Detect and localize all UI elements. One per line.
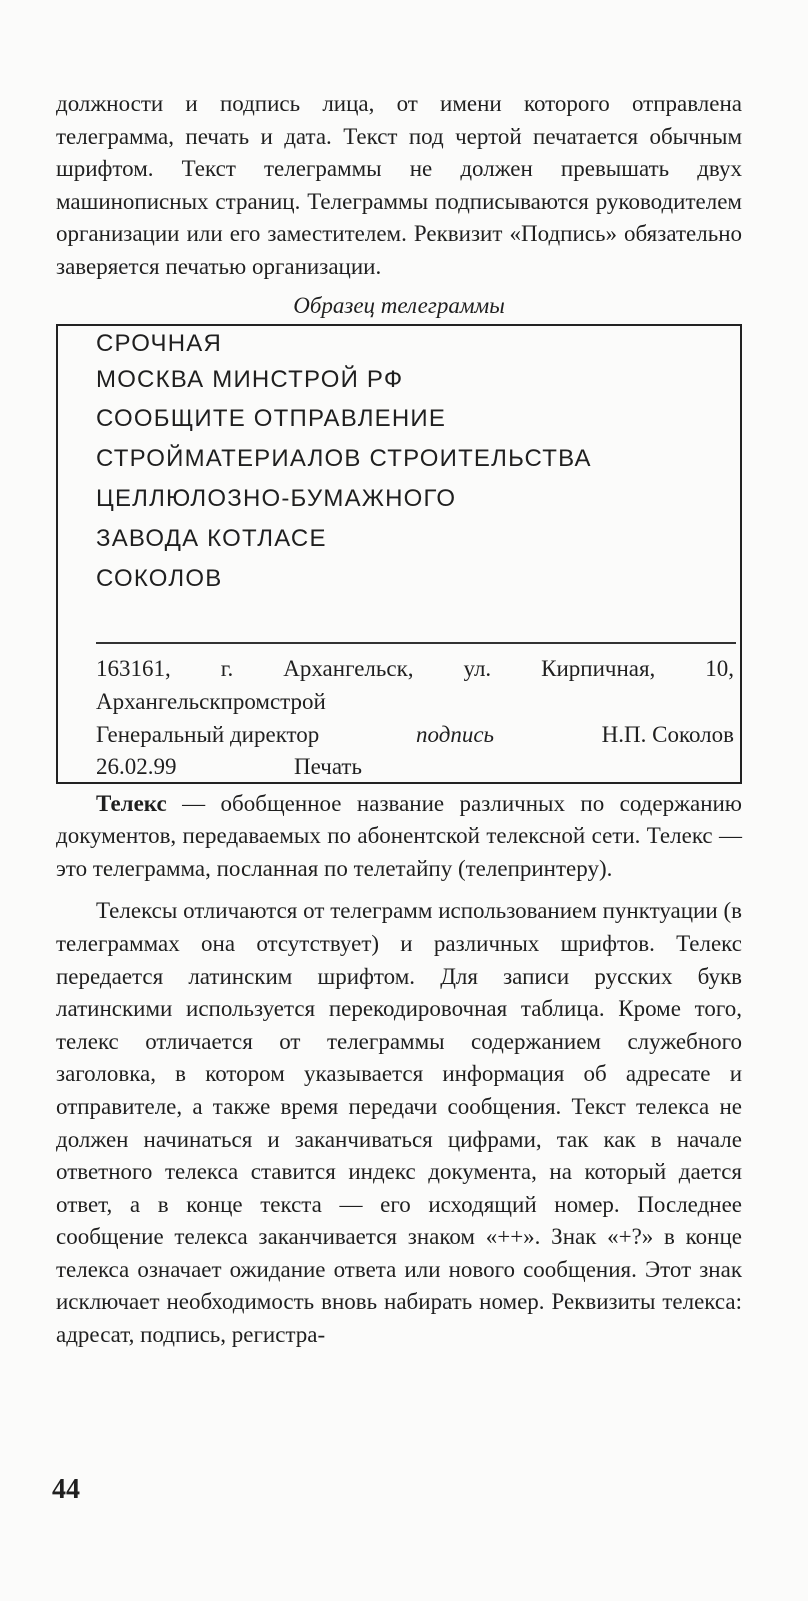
- sender-address: 163161, г. Архангельск, ул. Кирпичная, 10, Архангельскпромстрой: [96, 655, 734, 714]
- page-number: 44: [52, 1474, 80, 1505]
- telegram-divider: [96, 642, 736, 644]
- signature-row: [96, 718, 740, 752]
- telegram-line: МОСКВА МИНСТРОЙ РФ: [96, 365, 404, 393]
- telex-details-paragraph: Телексы отличаются от телеграмм использованием пунктуации (в телеграммах она отсутствует) и различных шрифтов. Телекс передается латинским шрифтом. Для записи русских букв латинскими используется перекодировочная таблица. Кроме того, телекс отличается от телеграммы содержанием служебного заголовка, в котором указывается информация об адресате и отправителе, а также время передачи сообщения. Текст телекса не должен начинаться и заканчиваться цифрами, так как в начале ответного телекса ставится индекс документа, на который дается ответ, а в конце текста — его исходящий номер. Последнее сообщение телекса заканчивается знаком «++». Знак «+?» в конце телекса означает ожидание ответа или нового сообщения. Этот знак исключает необходимость вновь набирать номер. Реквизиты телекса: адресат, подпись, регистра-: [56, 898, 742, 1348]
- signer-role: Генеральный директор: [96, 721, 320, 747]
- telegram-line: СРОЧНАЯ: [96, 329, 223, 357]
- telex-definition: — обобщенное название различных по содержанию документов, передаваемых по абонентской телексной сети. Телекс — это телеграмма, посланная по телетайпу (телепринтеру).: [56, 790, 742, 881]
- intro-paragraph: должности и подпись лица, от имени которого отправлена телеграмма, печать и дата. Текст под чертой печатается обычным шрифтом. Текст телеграммы не должен превышать двух машинописных страниц. Телеграммы подписываются руководителем организации или его заместителем. Реквизит «Подпись» обязательно заверяется печатью организации.: [56, 91, 742, 279]
- telegram-line: ЗАВОДА КОТЛАСЕ: [96, 524, 327, 552]
- sample-caption: Образец телеграммы: [293, 292, 505, 318]
- telex-term: Телекс: [96, 790, 167, 816]
- telegram-sample-box: [56, 324, 742, 784]
- stamp-label: Печать: [294, 753, 362, 779]
- signature-placeholder: подпись: [416, 721, 495, 747]
- page-content: [56, 88, 742, 1352]
- telegram-line: СОКОЛОВ: [96, 564, 223, 592]
- telegram-line: СТРОЙМАТЕРИАЛОВ СТРОИТЕЛЬСТВА: [96, 444, 592, 472]
- telegram-date: 26.02.99: [96, 753, 177, 779]
- signer-name: Н.П. Соколов: [601, 721, 734, 747]
- date-stamp-row: [96, 752, 740, 782]
- telegram-line: ЦЕЛЛЮЛОЗНО-БУМАЖНОГО: [96, 484, 457, 512]
- telegram-line: СООБЩИТЕ ОТПРАВЛЕНИЕ: [96, 404, 447, 432]
- telex-definition-paragraph: [56, 788, 742, 886]
